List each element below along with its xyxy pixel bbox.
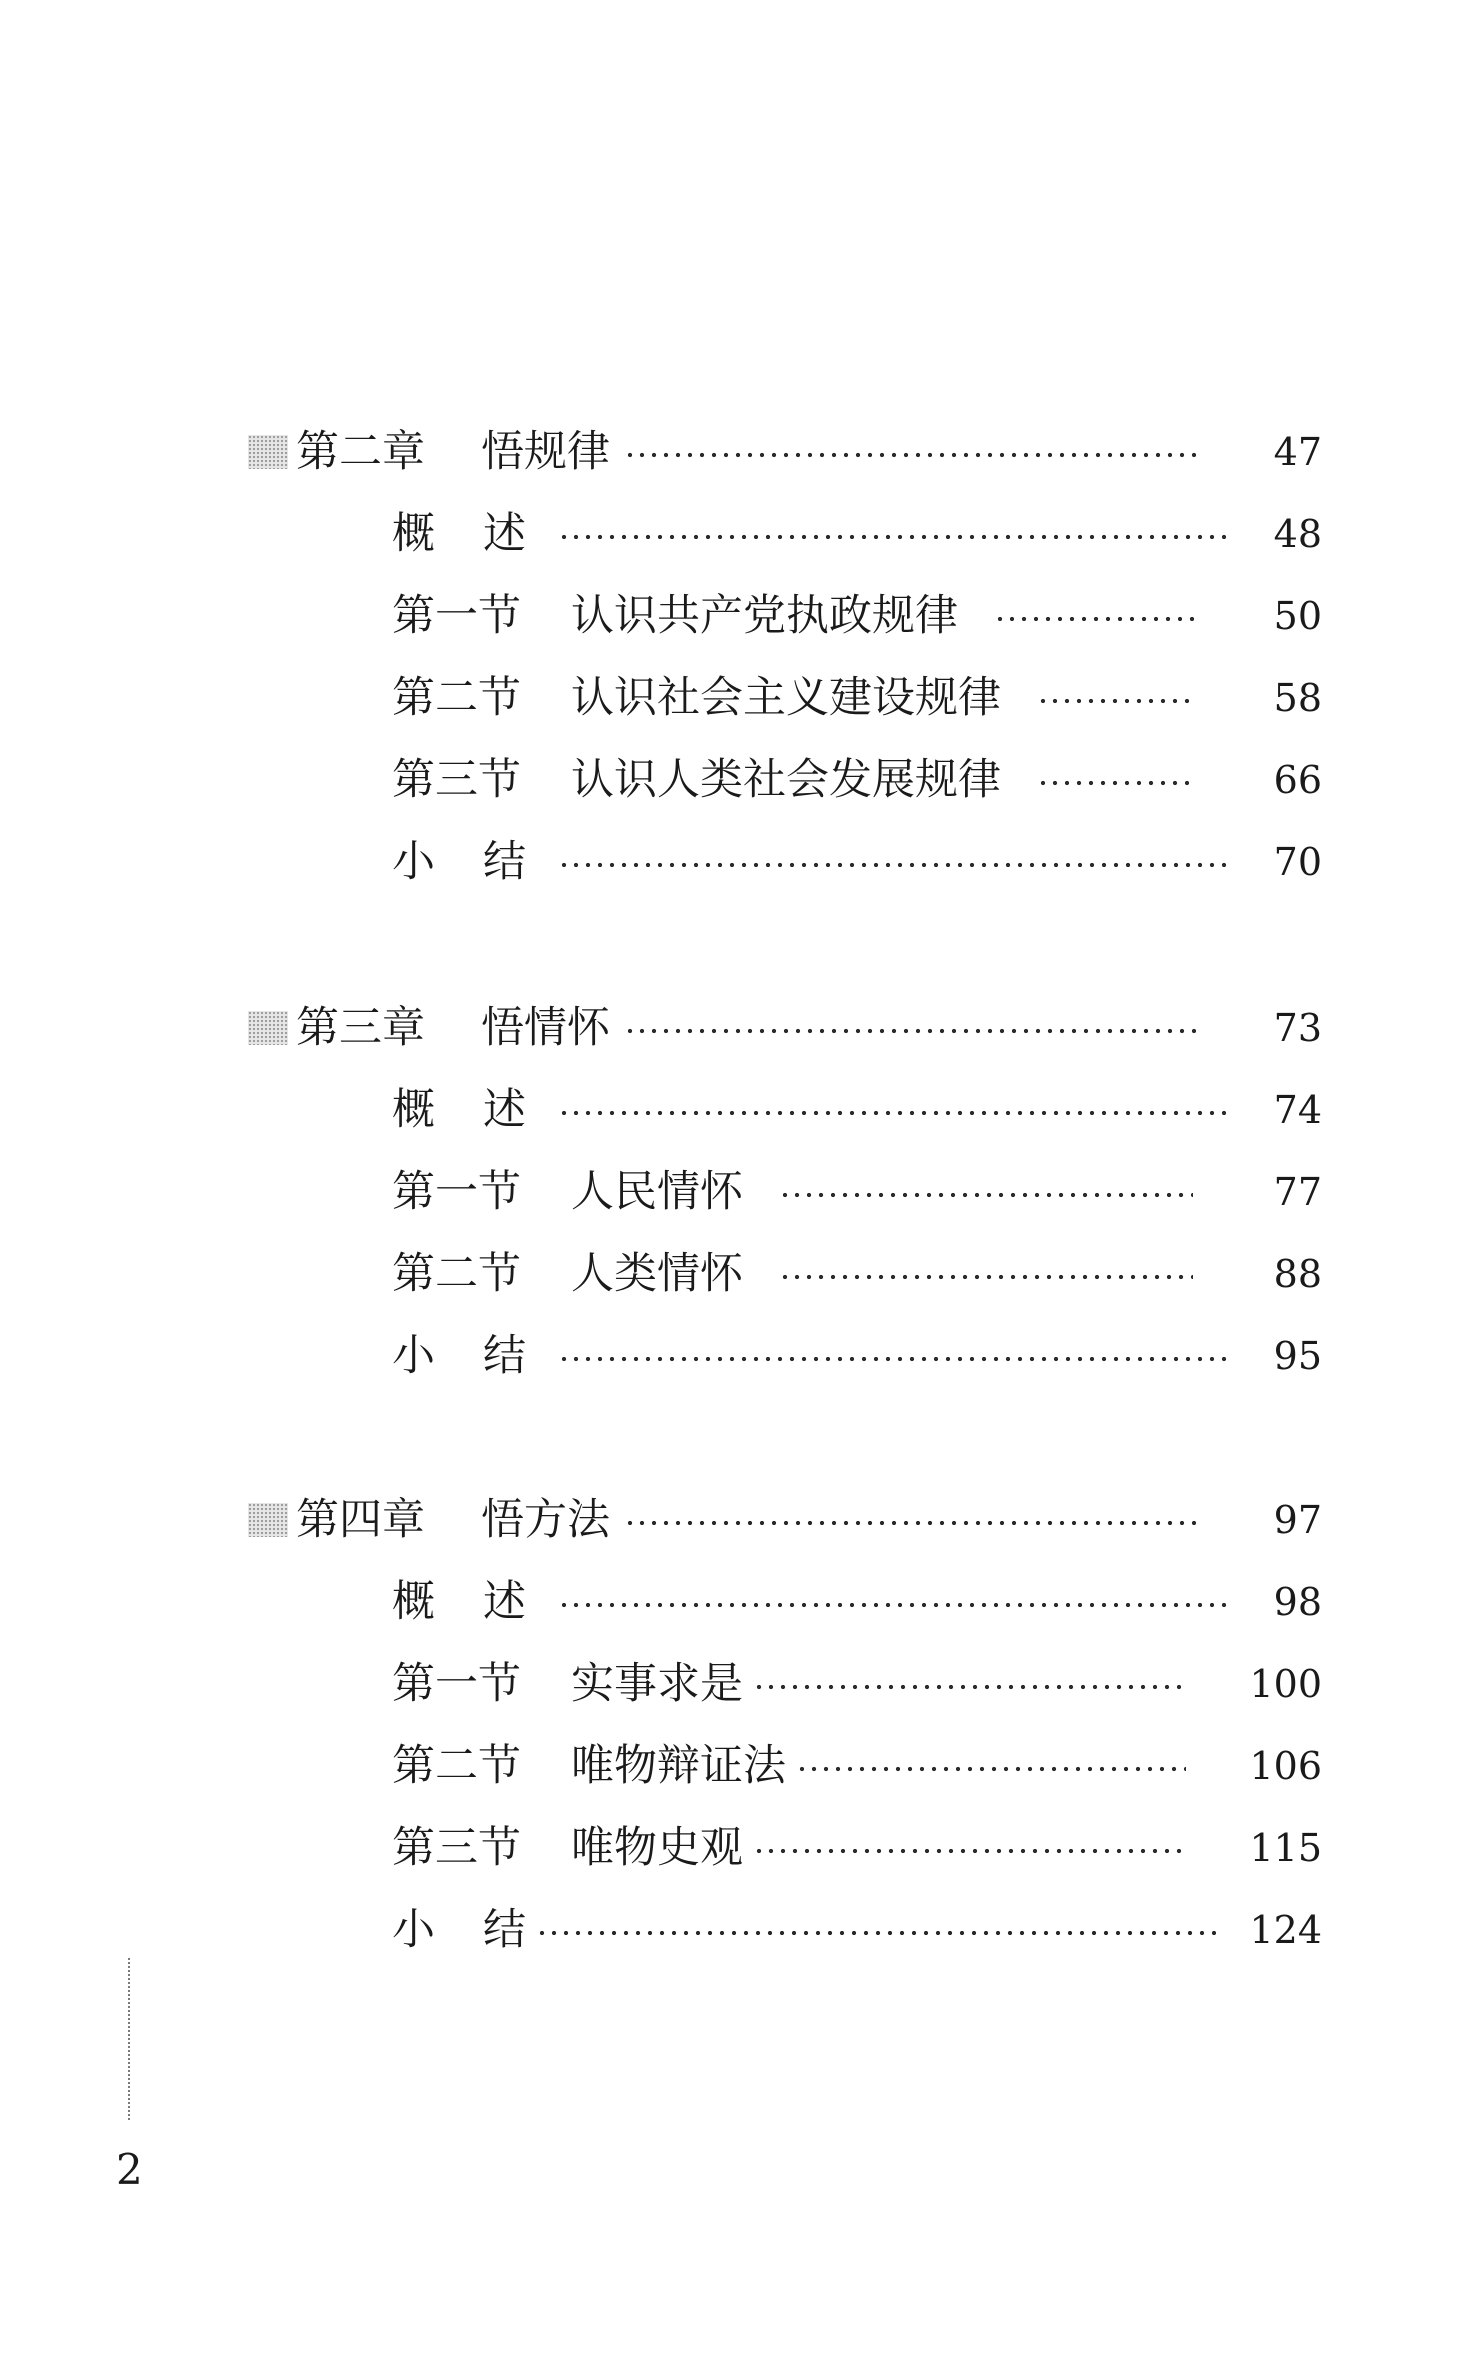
entry-title: 认识人类社会发展规律 <box>571 755 1001 805</box>
dot-leader <box>624 1520 1198 1526</box>
entry-page-number: 77 <box>1273 1170 1322 1214</box>
dot-leader <box>994 616 1194 622</box>
entry-prefix: 第二节 <box>392 1741 521 1791</box>
dot-leader <box>753 1848 1187 1854</box>
entry-prefix: 概 述 <box>392 509 526 559</box>
entry-page-number: 95 <box>1273 1334 1322 1378</box>
dot-leader <box>558 534 1228 540</box>
dot-leader <box>796 1766 1186 1772</box>
entry-page-number: 115 <box>1249 1826 1322 1870</box>
page-folio: 2 <box>116 2145 143 2194</box>
entry-prefix: 第三节 <box>392 755 521 805</box>
chapter-title: 悟规律 <box>481 427 610 477</box>
dot-leader <box>1037 780 1193 786</box>
toc-entry[interactable] <box>392 1654 1187 1714</box>
entry-page-number: 58 <box>1273 676 1322 720</box>
dot-leader <box>558 1602 1228 1608</box>
chapter-page-number: 97 <box>1273 1498 1322 1542</box>
toc-entry[interactable] <box>392 1900 1216 1960</box>
toc-entry[interactable] <box>392 504 1228 564</box>
entry-prefix: 第三节 <box>392 1823 521 1873</box>
dot-leader <box>1037 698 1193 704</box>
entry-prefix: 概 述 <box>392 1085 526 1135</box>
entry-page-number: 124 <box>1249 1908 1322 1952</box>
chapter-page-number: 47 <box>1273 430 1322 474</box>
entry-prefix: 第二节 <box>392 1249 521 1299</box>
entry-page-number: 74 <box>1273 1088 1322 1132</box>
chapter-row[interactable] <box>248 1490 1322 1550</box>
entry-prefix: 第二节 <box>392 673 521 723</box>
chapter-title: 悟方法 <box>481 1495 610 1545</box>
entry-page-number: 106 <box>1249 1744 1322 1788</box>
entry-page-number: 100 <box>1249 1662 1322 1706</box>
dot-leader <box>624 1028 1198 1034</box>
entry-prefix: 小 结 <box>392 1331 526 1381</box>
entry-title: 唯物史观 <box>571 1823 743 1873</box>
chapter-label: 第四章 <box>296 1495 425 1545</box>
entry-prefix: 第一节 <box>392 1167 521 1217</box>
entry-page-number: 66 <box>1273 758 1322 802</box>
entry-page-number: 88 <box>1273 1252 1322 1296</box>
entry-prefix: 第一节 <box>392 1659 521 1709</box>
chapter-row[interactable] <box>248 998 1322 1058</box>
entry-page-number: 48 <box>1273 512 1322 556</box>
chapter-row[interactable] <box>248 422 1322 482</box>
chapter-marker-icon <box>248 1503 288 1537</box>
chapter-page-number: 73 <box>1273 1006 1322 1050</box>
toc-entry[interactable] <box>392 1572 1228 1632</box>
chapter-label: 第二章 <box>296 427 425 477</box>
toc-entry[interactable] <box>392 586 1194 646</box>
entry-page-number: 70 <box>1273 840 1322 884</box>
dot-leader <box>558 1110 1228 1116</box>
toc-entry[interactable] <box>392 750 1193 810</box>
entry-prefix: 概 述 <box>392 1577 526 1627</box>
dot-leader <box>779 1192 1193 1198</box>
toc-entry[interactable] <box>392 1818 1187 1878</box>
chapter-marker-icon <box>248 1011 288 1045</box>
toc-entry[interactable] <box>392 1080 1228 1140</box>
entry-prefix: 第一节 <box>392 591 521 641</box>
dot-leader <box>753 1684 1187 1690</box>
chapter-title: 悟情怀 <box>481 1003 610 1053</box>
dot-leader <box>558 862 1228 868</box>
dot-leader <box>558 1356 1228 1362</box>
dot-leader <box>624 452 1198 458</box>
chapter-marker-icon <box>248 435 288 469</box>
chapter-label: 第三章 <box>296 1003 425 1053</box>
toc-entry[interactable] <box>392 1244 1193 1304</box>
entry-title: 唯物辩证法 <box>571 1741 786 1791</box>
entry-page-number: 50 <box>1273 594 1322 638</box>
toc-entry[interactable] <box>392 1736 1186 1796</box>
toc-entry[interactable] <box>392 1162 1193 1222</box>
entry-title: 认识共产党执政规律 <box>571 591 958 641</box>
entry-prefix: 小 结 <box>392 837 526 887</box>
toc-entry[interactable] <box>392 1326 1228 1386</box>
toc-entry[interactable] <box>392 832 1228 892</box>
folio-rule <box>128 1958 130 2120</box>
entry-title: 实事求是 <box>571 1659 743 1709</box>
entry-title: 认识社会主义建设规律 <box>571 673 1001 723</box>
dot-leader <box>536 1930 1216 1936</box>
toc-entry[interactable] <box>392 668 1193 728</box>
entry-title: 人民情怀 <box>571 1167 743 1217</box>
entry-prefix: 小 结 <box>392 1905 526 1955</box>
entry-title: 人类情怀 <box>571 1249 743 1299</box>
entry-page-number: 98 <box>1273 1580 1322 1624</box>
dot-leader <box>779 1274 1193 1280</box>
